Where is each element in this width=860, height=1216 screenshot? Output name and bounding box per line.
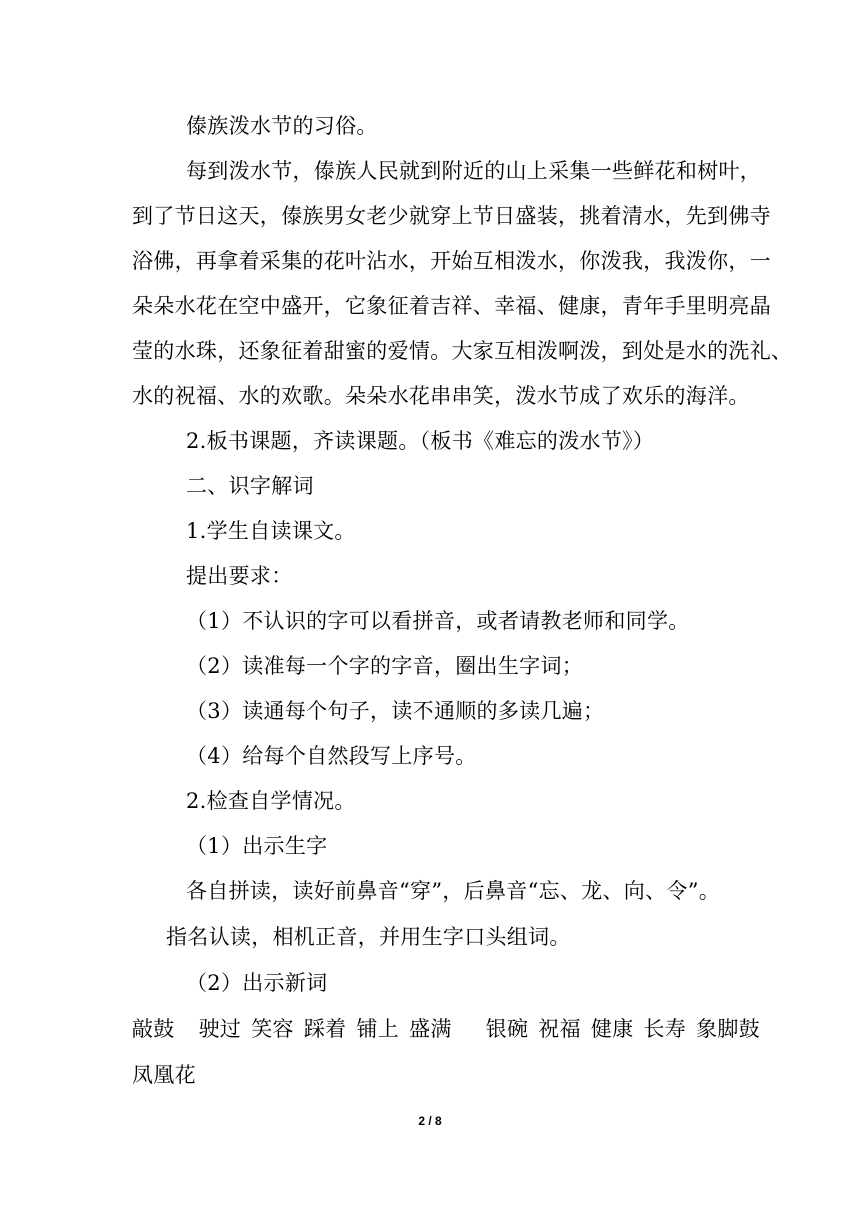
- section-heading: 二、识字解词: [186, 474, 314, 498]
- text-line: 各自拼读，读好前鼻音“穿”，后鼻音“忘、龙、向、令”。: [186, 879, 721, 903]
- text-line: （2）出示新词: [186, 971, 328, 995]
- vocab-word: 踩着: [303, 1017, 347, 1041]
- vocab-word: 健康: [590, 1017, 634, 1041]
- vocab-word: 长寿: [643, 1017, 687, 1041]
- vocab-word: 铺上: [356, 1017, 400, 1041]
- text-line: 1.学生自读课文。: [186, 519, 356, 543]
- vocab-word: 象脚鼓: [696, 1017, 760, 1041]
- text-line: （3）读通每个句子，读不通顺的多读几遍；: [186, 699, 605, 723]
- vocabulary-row: [132, 1014, 760, 1044]
- text-line: 提出要求：: [186, 564, 293, 588]
- vocab-word-wrapped: 凤凰花: [132, 1063, 196, 1087]
- vocab-word: 祝福: [538, 1017, 581, 1041]
- text-line: 浴佛，再拿着采集的花叶沾水，开始互相泼水，你泼我，我泼你，一: [132, 249, 771, 273]
- text-line: （4）给每个自然段写上序号。: [186, 744, 477, 768]
- text-line: 朵朵水花在空中盛开，它象征着吉祥、幸福、健康，青年手里明亮晶: [132, 294, 771, 318]
- text-line: （2）读准每一个字的字音，圈出生字词；: [186, 654, 584, 678]
- vocab-word: 盛满: [409, 1017, 452, 1041]
- text-line: 莹的水珠，还象征着甜蜜的爱情。大家互相泼啊泼，到处是水的洗礼、: [132, 339, 793, 363]
- vocab-word: 敲鼓: [132, 1017, 175, 1041]
- vocab-word: 笑容: [251, 1017, 294, 1041]
- text-line: 2.板书课题，齐读课题。（板书《难忘的泼水节》）: [186, 429, 655, 453]
- text-line: 水的祝福、水的欢歌。朵朵水花串串笑，泼水节成了欢乐的海洋。: [132, 384, 750, 408]
- vocab-word: 银碗: [485, 1017, 529, 1041]
- text-line: （1）出示生字: [186, 834, 328, 858]
- text-line: 指名认读，相机正音，并用生字口头组词。: [166, 925, 571, 949]
- text-line: 2.检查自学情况。: [186, 789, 356, 813]
- text-line: 每到泼水节，傣族人民就到附近的山上采集一些鲜花和树叶，: [186, 159, 762, 183]
- page-number: 2 / 8: [418, 1114, 442, 1128]
- text-line: 到了节日这天，傣族男女老少就穿上节日盛装，挑着清水，先到佛寺: [132, 204, 771, 228]
- vocab-word: 驶过: [198, 1017, 242, 1041]
- text-line: （1）不认识的字可以看拼音，或者请教老师和同学。: [186, 609, 690, 633]
- text-line: 傣族泼水节的习俗。: [186, 114, 378, 138]
